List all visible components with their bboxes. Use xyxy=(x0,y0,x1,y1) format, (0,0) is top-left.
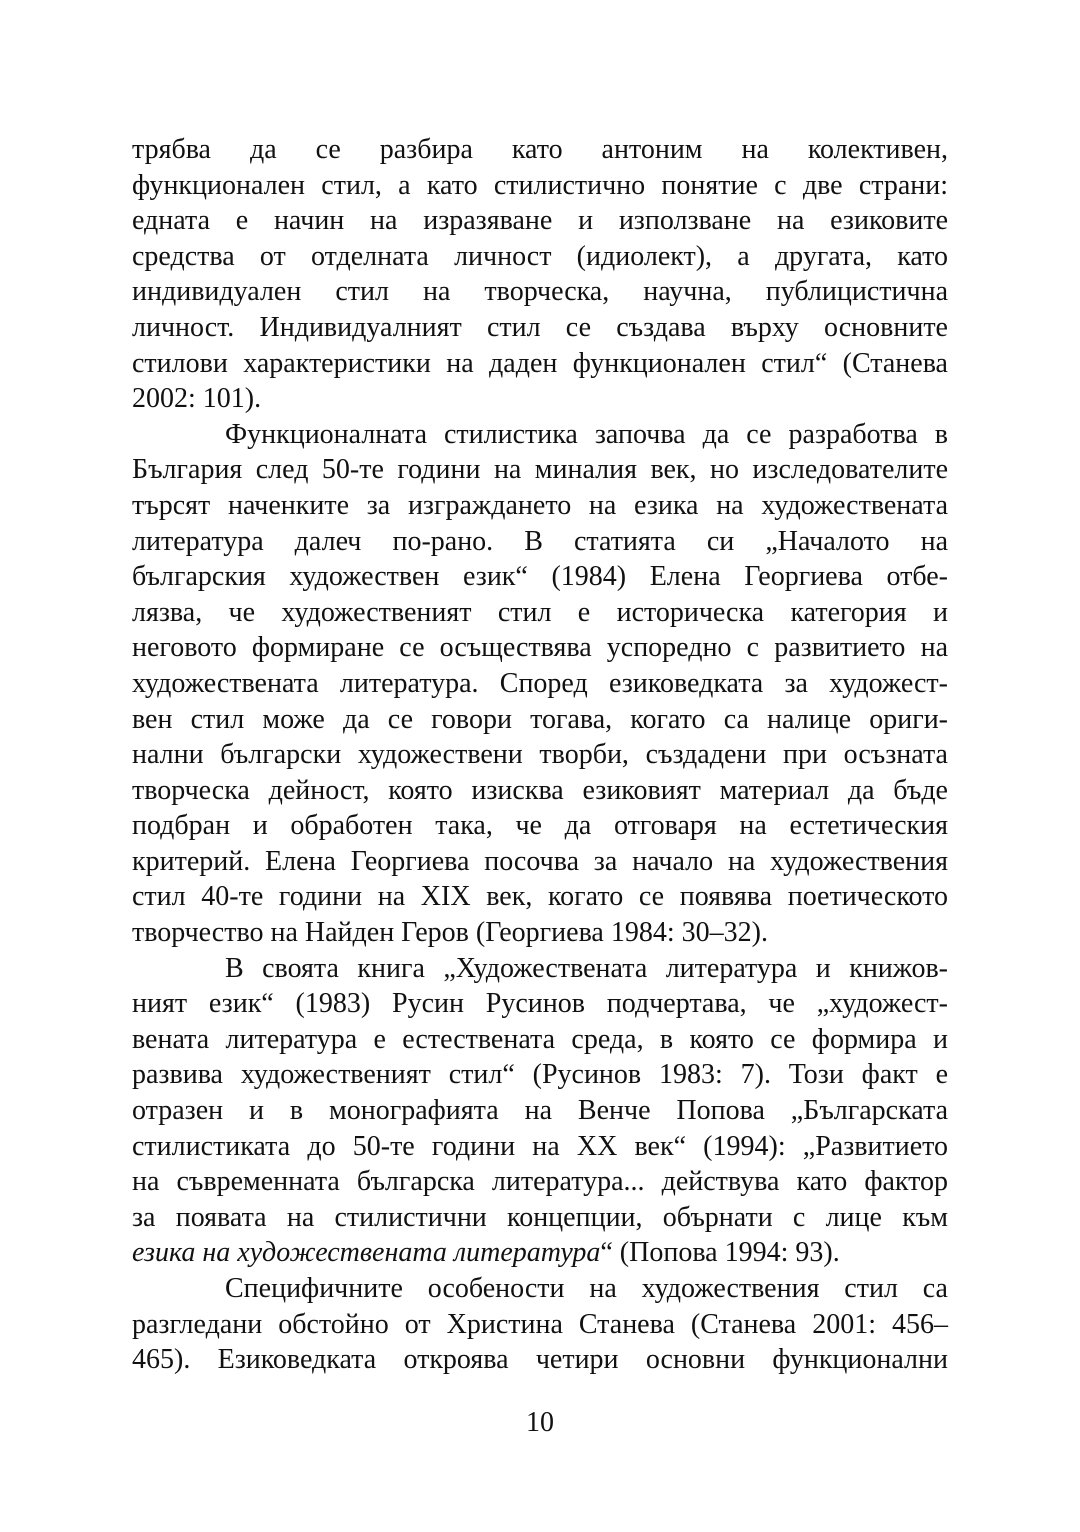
text-line: за появата на стилистични концепции, обърнати с лице към xyxy=(132,1201,948,1233)
text-line: стилистиката до 50-те години на ХХ век“ (1994): „Развитието xyxy=(132,1130,948,1162)
text-line: Специфичните особености на художествения стил са xyxy=(225,1273,948,1304)
text-line: личност. Индивидуалният стил се създава върху основните xyxy=(132,311,948,343)
paragraph-2 xyxy=(132,417,948,951)
text-line: 2002: 101). xyxy=(132,383,262,415)
text-line: стил 40-те години на ХІХ век, когато се появява поетическото xyxy=(132,881,948,913)
text-line: В своята книга „Художествената литература и книжов- xyxy=(225,952,948,984)
text-line: вената литература е естествената среда, в която се формира и xyxy=(132,1023,948,1055)
text-line: Функционалната стилистика започва да се разработва в xyxy=(225,418,948,450)
text-line: развива художественият стил“ (Русинов 1983: 7). Този факт е xyxy=(132,1059,948,1091)
text-line: България след 50-те години на миналия век, но изследователите xyxy=(132,454,948,486)
italic-phrase: езика на художествената литература xyxy=(132,1237,601,1269)
text-line: едната е начин на изразяване и използване на езиковите xyxy=(132,205,948,237)
text-line: средства от отделната личност (идиолект), а другата, като xyxy=(132,240,948,272)
paragraph-1 xyxy=(132,132,948,417)
text-line: българския художествен език“ (1984) Елена Георгиева отбе- xyxy=(132,561,948,593)
text-line: на съвременната българска литература... действува като фактор xyxy=(132,1166,948,1198)
text-line: творческа дейност, която изисква езиковият материал да бъде xyxy=(132,774,948,806)
text-line: подбран и обработен така, че да отговаря на естетическия xyxy=(132,810,948,842)
citation-text: “ (Попова 1994: 93). xyxy=(600,1237,840,1269)
page-number: 10 xyxy=(526,1407,554,1438)
text-line: функционален стил, а като стилистично понятие с две страни: xyxy=(132,169,948,201)
text-line: индивидуален стил на творческа, научна, публицистична xyxy=(132,276,948,308)
text-line: 465). Езиковедката откроява четири основни функционални xyxy=(132,1344,948,1376)
paragraph-3 xyxy=(132,951,948,1271)
text-line: отразен и в монографията на Венче Попова „Българската xyxy=(132,1095,948,1127)
text-line-with-italic xyxy=(132,1235,948,1271)
text-line: ният език“ (1983) Русин Русинов подчертава, че „художест- xyxy=(132,988,948,1020)
text-line: нални български художествени творби, създадени при осъзната xyxy=(132,739,948,771)
text-line: търсят наченките за изграждането на езика на художествената xyxy=(132,489,948,521)
paragraph-4 xyxy=(132,1271,948,1378)
text-line: неговото формиране се осъществява успоредно с развитието на xyxy=(132,632,948,664)
body-text xyxy=(132,132,948,1378)
text-line: литература далеч по-рано. В статията си „Началото на xyxy=(132,525,948,557)
text-line: критерий. Елена Георгиева посочва за начало на художествения xyxy=(132,845,948,877)
text-line: художествената литература. Според езиковедката за художест- xyxy=(132,667,948,699)
text-line: творчество на Найден Геров (Георгиева 1984: 30–32). xyxy=(132,917,768,949)
text-line: лязва, че художественият стил е историческа категория и xyxy=(132,596,948,628)
text-line: вен стил може да се говори тогава, когато са налице ориги- xyxy=(132,703,948,735)
text-line: стилови характеристики на даден функционален стил“ (Станева xyxy=(132,347,948,379)
text-line: трябва да се разбира като антоним на колективен, xyxy=(132,134,948,165)
text-line: разгледани обстойно от Христина Станева (Станева 2001: 456– xyxy=(132,1308,948,1340)
